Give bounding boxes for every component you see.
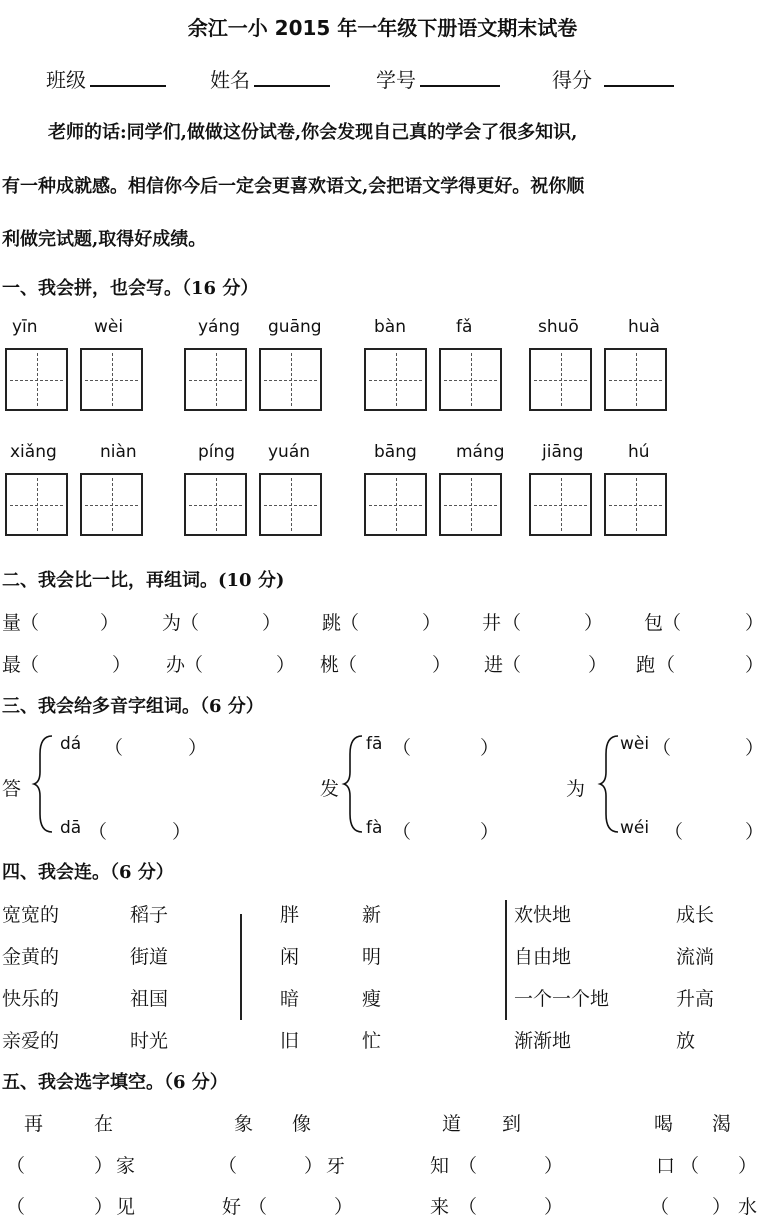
writing-grid-box[interactable] bbox=[529, 473, 592, 536]
section3-heading: 三、我会给多音字组词。（6 分） bbox=[2, 696, 264, 717]
answer-blank-close: ） bbox=[304, 1155, 324, 1177]
answer-blank-open[interactable]: （ bbox=[458, 1196, 478, 1218]
intro-line-2: 有一种成就感。相信你今后一定会更喜欢语文,会把语文学得更好。祝你顺 bbox=[2, 176, 585, 197]
answer-blank-open[interactable]: （ bbox=[502, 654, 522, 676]
answer-blank-open[interactable]: （ bbox=[184, 654, 204, 676]
answer-blank-close: ） bbox=[584, 612, 604, 634]
class-field[interactable]: 班级 bbox=[46, 64, 166, 93]
answer-blank-open[interactable]: （ bbox=[340, 612, 360, 634]
answer-blank-close: ） bbox=[745, 654, 765, 676]
match-item[interactable]: 流淌 bbox=[676, 946, 715, 968]
student-id-field[interactable]: 学号 bbox=[376, 64, 500, 93]
answer-blank-close: ） bbox=[745, 612, 765, 634]
section1-heading: 一、我会拼，也会写。（16 分） bbox=[2, 278, 259, 299]
fill-word: 口 bbox=[656, 1155, 676, 1177]
answer-blank-close: ） bbox=[480, 821, 500, 843]
compare-char: 办 bbox=[166, 654, 186, 676]
match-item[interactable]: 忙 bbox=[362, 1030, 382, 1052]
fill-word: 知 bbox=[430, 1155, 450, 1177]
compare-char: 包 bbox=[644, 612, 664, 634]
answer-blank-close: ） bbox=[480, 737, 500, 759]
polyphone-char: 答 bbox=[2, 778, 22, 800]
answer-blank-open[interactable]: （ bbox=[392, 737, 412, 759]
answer-blank-close: ） bbox=[112, 654, 132, 676]
writing-grid-box[interactable] bbox=[259, 348, 322, 411]
answer-blank-open[interactable]: （ bbox=[458, 1155, 478, 1177]
pinyin: dā bbox=[60, 818, 82, 838]
answer-blank-open[interactable]: （ bbox=[180, 612, 200, 634]
section5-heading: 五、我会选字填空。（6 分） bbox=[2, 1072, 228, 1093]
pinyin: hú bbox=[628, 442, 650, 462]
choice-char: 象 bbox=[234, 1113, 254, 1135]
writing-grid-box[interactable] bbox=[80, 473, 143, 536]
compare-char: 进 bbox=[484, 654, 504, 676]
answer-blank-open[interactable]: （ bbox=[6, 1196, 26, 1218]
answer-blank-open[interactable]: （ bbox=[88, 821, 108, 843]
answer-blank-open[interactable]: （ bbox=[6, 1155, 26, 1177]
answer-blank-close: ） bbox=[544, 1196, 564, 1218]
match-item[interactable]: 新 bbox=[362, 904, 382, 926]
match-item[interactable]: 渐渐地 bbox=[514, 1030, 572, 1052]
pinyin: fǎ bbox=[456, 317, 473, 337]
match-item[interactable]: 胖 bbox=[280, 904, 300, 926]
match-item[interactable]: 时光 bbox=[130, 1030, 169, 1052]
match-item[interactable]: 放 bbox=[676, 1030, 696, 1052]
answer-blank-close: ） bbox=[745, 737, 765, 759]
pinyin: jiāng bbox=[542, 442, 584, 462]
answer-blank-open[interactable]: （ bbox=[104, 737, 124, 759]
answer-blank-open[interactable]: （ bbox=[218, 1155, 238, 1177]
pinyin: bàn bbox=[374, 317, 406, 337]
match-item[interactable]: 亲爱的 bbox=[2, 1030, 60, 1052]
compare-char: 桃 bbox=[320, 654, 340, 676]
choice-char: 像 bbox=[292, 1113, 312, 1135]
answer-blank-close: ） bbox=[94, 1155, 114, 1177]
match-item[interactable]: 成长 bbox=[676, 904, 715, 926]
pinyin: yáng bbox=[198, 317, 241, 337]
choice-char: 道 bbox=[442, 1113, 462, 1135]
pinyin: fà bbox=[366, 818, 383, 838]
answer-blank-open[interactable]: （ bbox=[338, 654, 358, 676]
fill-word: 见 bbox=[116, 1196, 136, 1218]
answer-blank-close: ） bbox=[544, 1155, 564, 1177]
match-item[interactable]: 一个一个地 bbox=[514, 988, 610, 1010]
writing-grid-box[interactable] bbox=[529, 348, 592, 411]
intro-line-1: 老师的话:同学们,做做这份试卷,你会发现自己真的学会了很多知识, bbox=[48, 122, 578, 143]
match-item[interactable]: 欢快地 bbox=[514, 904, 572, 926]
answer-blank-open[interactable]: （ bbox=[664, 821, 684, 843]
match-item[interactable]: 旧 bbox=[280, 1030, 300, 1052]
pinyin: yīn bbox=[12, 317, 38, 337]
fill-word: 来 bbox=[430, 1196, 450, 1218]
choice-char: 喝 bbox=[654, 1113, 674, 1135]
answer-blank-close: ） bbox=[712, 1196, 732, 1218]
answer-blank-open[interactable]: （ bbox=[248, 1196, 268, 1218]
fill-word: 好 bbox=[222, 1196, 242, 1218]
pinyin: niàn bbox=[100, 442, 137, 462]
answer-blank-close: ） bbox=[738, 1155, 758, 1177]
writing-grid-box[interactable] bbox=[604, 473, 667, 536]
compare-char: 量 bbox=[2, 612, 22, 634]
answer-blank-open[interactable]: （ bbox=[392, 821, 412, 843]
match-item[interactable]: 闲 bbox=[280, 946, 300, 968]
compare-char: 为 bbox=[162, 612, 182, 634]
pinyin: fā bbox=[366, 734, 383, 754]
pinyin: huà bbox=[628, 317, 660, 337]
compare-char: 跑 bbox=[636, 654, 656, 676]
answer-blank-close: ） bbox=[745, 821, 765, 843]
pinyin: máng bbox=[456, 442, 505, 462]
match-item[interactable]: 祖国 bbox=[130, 988, 169, 1010]
answer-blank-open[interactable]: （ bbox=[20, 612, 40, 634]
pinyin: bāng bbox=[374, 442, 417, 462]
page-title: 余江一小 2015 年一年级下册语文期末试卷 bbox=[187, 16, 578, 40]
writing-grid-box[interactable] bbox=[364, 473, 427, 536]
answer-blank-open[interactable]: （ bbox=[502, 612, 522, 634]
fill-word: 家 bbox=[116, 1155, 136, 1177]
answer-blank-open[interactable]: （ bbox=[656, 654, 676, 676]
compare-char: 最 bbox=[2, 654, 22, 676]
fill-word: 水 bbox=[738, 1196, 758, 1218]
compare-char: 跳 bbox=[322, 612, 342, 634]
pinyin: wéi bbox=[620, 818, 650, 838]
intro-line-3: 利做完试题,取得好成绩。 bbox=[2, 229, 207, 250]
answer-blank-open[interactable]: （ bbox=[662, 612, 682, 634]
compare-char: 井 bbox=[482, 612, 502, 634]
pinyin: guāng bbox=[268, 317, 322, 337]
section4-heading: 四、我会连。（6 分） bbox=[2, 862, 174, 883]
writing-grid-box[interactable] bbox=[5, 348, 68, 411]
writing-grid-box[interactable] bbox=[80, 348, 143, 411]
match-item[interactable]: 暗 bbox=[280, 988, 300, 1010]
section2-heading: 二、我会比一比，再组词。(10 分) bbox=[2, 570, 285, 591]
writing-grid-box[interactable] bbox=[439, 473, 502, 536]
match-item[interactable]: 快乐的 bbox=[2, 988, 60, 1010]
answer-blank-close: ） bbox=[588, 654, 608, 676]
divider-line bbox=[505, 900, 507, 1020]
answer-blank-close: ） bbox=[94, 1196, 114, 1218]
writing-grid-box[interactable] bbox=[439, 348, 502, 411]
answer-blank-close: ） bbox=[100, 612, 120, 634]
choice-char: 在 bbox=[94, 1113, 114, 1135]
answer-blank-close: ） bbox=[188, 737, 208, 759]
answer-blank-open[interactable]: （ bbox=[680, 1155, 700, 1177]
match-item[interactable]: 金黄的 bbox=[2, 946, 60, 968]
writing-grid-box[interactable] bbox=[604, 348, 667, 411]
writing-grid-box[interactable] bbox=[259, 473, 322, 536]
pinyin: shuō bbox=[538, 317, 579, 337]
polyphone-char: 发 bbox=[320, 778, 340, 800]
score-field[interactable]: 得分 bbox=[552, 64, 674, 93]
pinyin: dá bbox=[60, 734, 82, 754]
match-item[interactable]: 明 bbox=[362, 946, 382, 968]
polyphone-char: 为 bbox=[566, 778, 586, 800]
match-item[interactable]: 升高 bbox=[676, 988, 715, 1010]
match-item[interactable]: 街道 bbox=[130, 946, 169, 968]
answer-blank-open[interactable]: （ bbox=[20, 654, 40, 676]
pinyin: wèi bbox=[620, 734, 650, 754]
choice-char: 渴 bbox=[712, 1113, 732, 1135]
answer-blank-open[interactable]: （ bbox=[650, 1196, 670, 1218]
match-item[interactable]: 自由地 bbox=[514, 946, 572, 968]
answer-blank-close: ） bbox=[172, 821, 192, 843]
writing-grid-box[interactable] bbox=[5, 473, 68, 536]
match-item[interactable]: 宽宽的 bbox=[2, 904, 60, 926]
fill-word: 牙 bbox=[326, 1155, 346, 1177]
choice-char: 到 bbox=[502, 1113, 522, 1135]
match-item[interactable]: 稻子 bbox=[130, 904, 169, 926]
answer-blank-open[interactable]: （ bbox=[652, 737, 672, 759]
pinyin: píng bbox=[198, 442, 236, 462]
answer-blank-close: ） bbox=[334, 1196, 354, 1218]
writing-grid-box[interactable] bbox=[184, 473, 247, 536]
name-field[interactable]: 姓名 bbox=[210, 64, 330, 93]
answer-blank-close: ） bbox=[432, 654, 452, 676]
writing-grid-box[interactable] bbox=[184, 348, 247, 411]
divider-line bbox=[240, 914, 242, 1020]
choice-char: 再 bbox=[24, 1113, 44, 1135]
pinyin: wèi bbox=[94, 317, 124, 337]
match-item[interactable]: 瘦 bbox=[362, 988, 382, 1010]
answer-blank-close: ） bbox=[262, 612, 282, 634]
answer-blank-close: ） bbox=[422, 612, 442, 634]
answer-blank-close: ） bbox=[276, 654, 296, 676]
pinyin: xiǎng bbox=[10, 442, 57, 462]
writing-grid-box[interactable] bbox=[364, 348, 427, 411]
pinyin: yuán bbox=[268, 442, 311, 462]
